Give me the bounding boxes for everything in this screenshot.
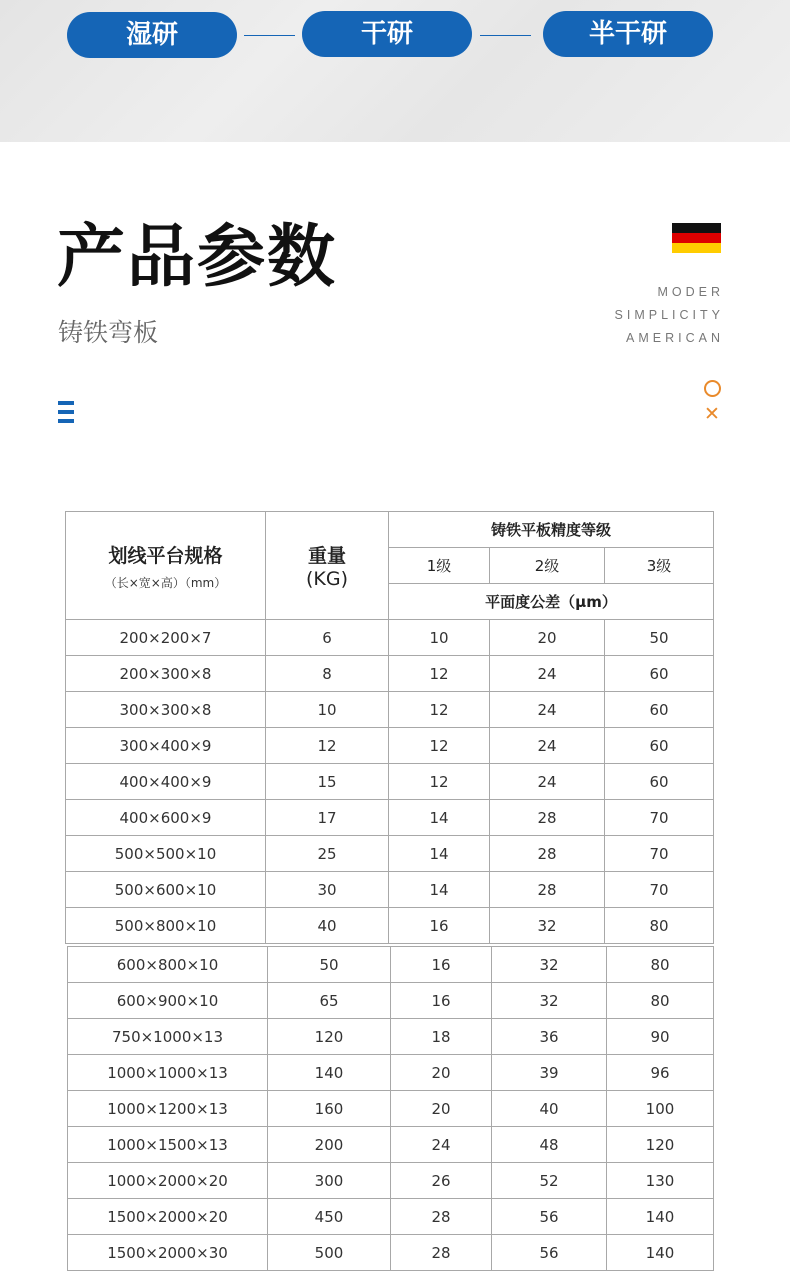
weight-cell: 450 (268, 1199, 391, 1235)
grade-3-cell: 120 (607, 1127, 714, 1163)
spec-cell: 300×400×9 (66, 728, 266, 764)
grade-1-cell: 16 (389, 908, 490, 944)
grade-1-cell: 14 (389, 800, 490, 836)
grade-2-cell: 28 (490, 872, 605, 908)
grade-2-cell: 56 (492, 1235, 607, 1271)
grade-2-cell: 28 (490, 800, 605, 836)
grade-3-cell: 80 (605, 908, 714, 944)
grade-1-cell: 28 (391, 1199, 492, 1235)
table-row (66, 656, 714, 692)
table-row (68, 1235, 714, 1271)
grade-1-cell: 20 (391, 1091, 492, 1127)
table-row (68, 983, 714, 1019)
spec-cell: 1000×1200×13 (68, 1091, 268, 1127)
table-row (66, 692, 714, 728)
grade-1-cell: 28 (391, 1235, 492, 1271)
flag-stripe-black (672, 223, 721, 233)
weight-cell: 6 (266, 620, 389, 656)
table-row (66, 800, 714, 836)
table-row (68, 1163, 714, 1199)
grade-3-cell: 140 (607, 1199, 714, 1235)
table-body-a (66, 620, 714, 944)
spec-header: 划线平台规格 (108, 544, 223, 567)
weight-cell: 25 (266, 836, 389, 872)
flag-stripe-red (672, 233, 721, 243)
table-row (68, 1127, 714, 1163)
weight-unit: (KG) (305, 568, 348, 590)
grade-1-cell: 16 (391, 947, 492, 983)
table-row (66, 836, 714, 872)
weight-cell: 200 (268, 1127, 391, 1163)
grade-3-header: 3级 (605, 548, 714, 584)
tagline-line-1: MODER (657, 285, 724, 299)
spec-cell: 300×300×8 (66, 692, 266, 728)
table-row (66, 764, 714, 800)
spec-cell: 500×800×10 (66, 908, 266, 944)
spec-cell: 400×600×9 (66, 800, 266, 836)
weight-cell: 15 (266, 764, 389, 800)
grade-3-cell: 50 (605, 620, 714, 656)
grade-1-cell: 12 (389, 728, 490, 764)
table-body-b (68, 947, 714, 1271)
page-title: 产品参数 (57, 218, 338, 297)
grade-1-cell: 12 (389, 764, 490, 800)
grade-2-cell: 48 (492, 1127, 607, 1163)
grade-3-cell: 80 (607, 983, 714, 1019)
weight-header: 重量 (307, 545, 346, 567)
grade-3-cell: 90 (607, 1019, 714, 1055)
spec-cell: 1000×2000×20 (68, 1163, 268, 1199)
weight-cell: 300 (268, 1163, 391, 1199)
grade-1-cell: 14 (389, 836, 490, 872)
spec-cell: 1500×2000×30 (68, 1235, 268, 1271)
grade-2-cell: 40 (492, 1091, 607, 1127)
grade-1-cell: 18 (391, 1019, 492, 1055)
weight-cell: 500 (268, 1235, 391, 1271)
grade-2-cell: 32 (490, 908, 605, 944)
grade-3-cell: 60 (605, 656, 714, 692)
process-banner (0, 0, 790, 142)
cross-icon: ✕ (704, 403, 720, 425)
weight-cell: 30 (266, 872, 389, 908)
dry-grinding-pill: 干研 (302, 11, 472, 57)
spec-cell: 1500×2000×20 (68, 1199, 268, 1235)
grade-3-cell: 140 (607, 1235, 714, 1271)
grade-3-cell: 70 (605, 836, 714, 872)
weight-cell: 160 (268, 1091, 391, 1127)
weight-cell: 8 (266, 656, 389, 692)
spec-cell: 200×300×8 (66, 656, 266, 692)
grade-2-cell: 36 (492, 1019, 607, 1055)
tagline-line-3: AMERICAN (626, 331, 724, 345)
grade-2-header: 2级 (490, 548, 605, 584)
grade-2-cell: 52 (492, 1163, 607, 1199)
grade-3-cell: 70 (605, 800, 714, 836)
weight-cell: 120 (268, 1019, 391, 1055)
grade-1-cell: 14 (389, 872, 490, 908)
table-row (66, 908, 714, 944)
table-row (66, 620, 714, 656)
grade-3-cell: 60 (605, 728, 714, 764)
spec-cell: 750×1000×13 (68, 1019, 268, 1055)
semi-dry-grinding-pill: 半干研 (543, 11, 713, 57)
weight-cell: 40 (266, 908, 389, 944)
weight-cell: 65 (268, 983, 391, 1019)
table-row (66, 728, 714, 764)
table-row (68, 1091, 714, 1127)
grade-3-cell: 96 (607, 1055, 714, 1091)
spec-cell: 600×800×10 (68, 947, 268, 983)
spec-cell: 500×500×10 (66, 836, 266, 872)
grade-2-cell: 20 (490, 620, 605, 656)
page-subtitle: 铸铁弯板 (58, 318, 159, 347)
tagline-line-2: SIMPLICITY (614, 308, 724, 322)
spec-cell: 1000×1500×13 (68, 1127, 268, 1163)
grade-3-cell: 60 (605, 692, 714, 728)
menu-bars-icon (58, 401, 74, 423)
grade-1-cell: 26 (391, 1163, 492, 1199)
grade-2-cell: 39 (492, 1055, 607, 1091)
weight-cell: 17 (266, 800, 389, 836)
grade-2-cell: 24 (490, 656, 605, 692)
weight-header-cell (266, 512, 389, 620)
grade-3-cell: 60 (605, 764, 714, 800)
table-row (68, 1019, 714, 1055)
pill-connector-2 (480, 35, 531, 36)
grade-1-cell: 12 (389, 692, 490, 728)
grade-3-cell: 100 (607, 1091, 714, 1127)
wet-grinding-pill: 湿研 (67, 12, 237, 58)
spec-cell: 600×900×10 (68, 983, 268, 1019)
grade-2-cell: 56 (492, 1199, 607, 1235)
grade-3-cell: 70 (605, 872, 714, 908)
grade-1-cell: 24 (391, 1127, 492, 1163)
pill-connector-1 (244, 35, 295, 36)
weight-cell: 50 (268, 947, 391, 983)
spec-cell: 200×200×7 (66, 620, 266, 656)
grade-2-cell: 24 (490, 764, 605, 800)
grade-1-cell: 12 (389, 656, 490, 692)
grade-2-cell: 24 (490, 728, 605, 764)
grade-2-cell: 28 (490, 836, 605, 872)
spec-cell: 400×400×9 (66, 764, 266, 800)
grade-2-cell: 32 (492, 983, 607, 1019)
table-row (66, 872, 714, 908)
weight-cell: 10 (266, 692, 389, 728)
grade-1-cell: 16 (391, 983, 492, 1019)
grade-1-cell: 20 (391, 1055, 492, 1091)
spec-table-continued (67, 946, 714, 1271)
spec-table (65, 511, 714, 944)
table-row (68, 1055, 714, 1091)
germany-flag-icon (672, 223, 721, 253)
grade-3-cell: 80 (607, 947, 714, 983)
grade-1-header: 1级 (389, 548, 490, 584)
table-row (68, 947, 714, 983)
grade-1-cell: 10 (389, 620, 490, 656)
tolerance-header: 平面度公差（μm） (389, 584, 714, 620)
flag-stripe-gold (672, 243, 721, 253)
weight-cell: 140 (268, 1055, 391, 1091)
spec-sub-header: （长×宽×高）（mm） (104, 575, 227, 590)
spec-cell: 1000×1000×13 (68, 1055, 268, 1091)
grade-2-cell: 32 (492, 947, 607, 983)
circle-icon (704, 380, 721, 397)
grade-3-cell: 130 (607, 1163, 714, 1199)
grade-2-cell: 24 (490, 692, 605, 728)
tagline (615, 281, 724, 350)
weight-cell: 12 (266, 728, 389, 764)
table-row (68, 1199, 714, 1235)
spec-header-cell (66, 512, 266, 620)
spec-cell: 500×600×10 (66, 872, 266, 908)
precision-header: 铸铁平板精度等级 (389, 512, 714, 548)
